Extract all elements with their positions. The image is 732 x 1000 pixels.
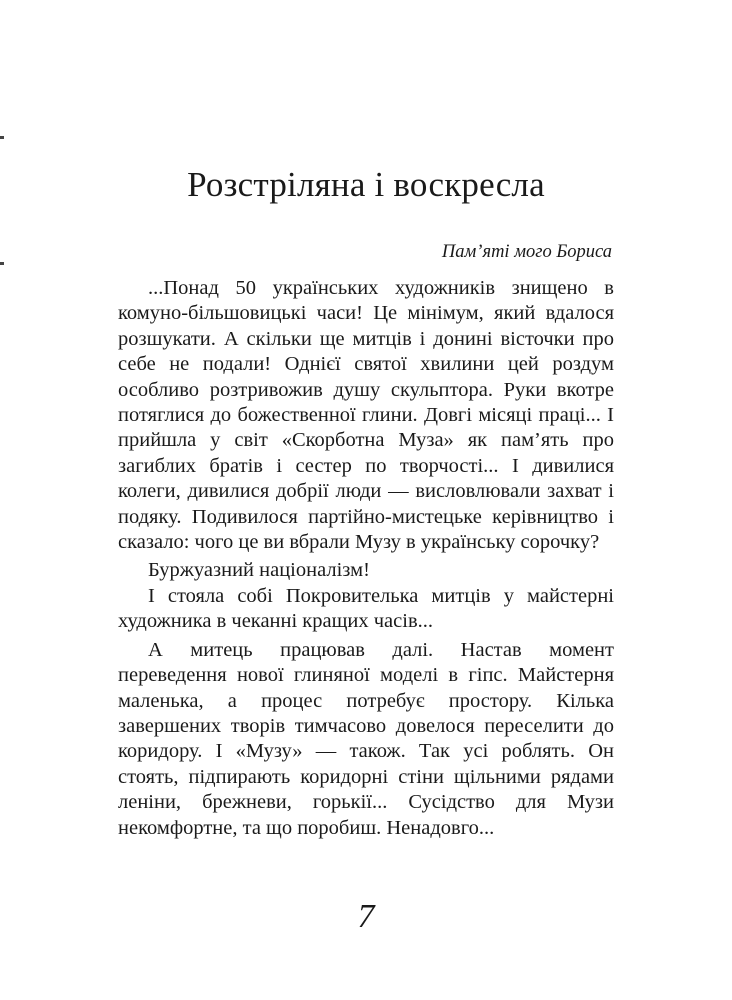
body-text xyxy=(118,276,614,841)
paragraph: А митець працював далі. Настав момент переведення нової глиняної моделі в гіпс. Майстерня маленька, а процес потребує простору. Кілька завершених творів тимчасово довелося переселити до коридору. І «Музу» — також. Так усі роблять. Он стоять, підпирають коридорні стіни щільними рядами леніни, брежневи, горькії... Сусідство для Музи некомфортне, та що поробиш. Ненадовго... xyxy=(118,638,614,839)
chapter-title: Розстріляна і воскресла xyxy=(187,165,545,204)
scan-margin-mark xyxy=(0,136,4,139)
paragraph: ...Понад 50 українських художників знищено в комуно-більшовицькі часи! Це мінімум, який вдалося розшукати. А скільки ще митців і донині вісточки про себе не подали! Однієї святої хвилини цей роздум особливо розтривожив душу скульптора. Руки вкотре потяглися до божественної глини. Довгі місяці праці... І прийшла у світ «Скорботна Муза» як пам’ять про загиблих братів і сестер по творчості... І дивилися колеги, дивилися добрії люди — висловлювали захват і подяку. Подивилося партійно-мистецьке керівництво і сказало: чого це ви вбрали Музу в українську сорочку? xyxy=(118,277,614,554)
paragraph: Буржуазний націоналізм! xyxy=(148,559,370,582)
paragraph: І стояла собі Покровителька митців у майстерні художника в чеканні кращих часів... xyxy=(118,584,614,633)
scan-margin-mark xyxy=(0,262,4,265)
page-number: 7 xyxy=(357,898,375,935)
dedication: Пам’яті мого Бориса xyxy=(441,242,612,262)
